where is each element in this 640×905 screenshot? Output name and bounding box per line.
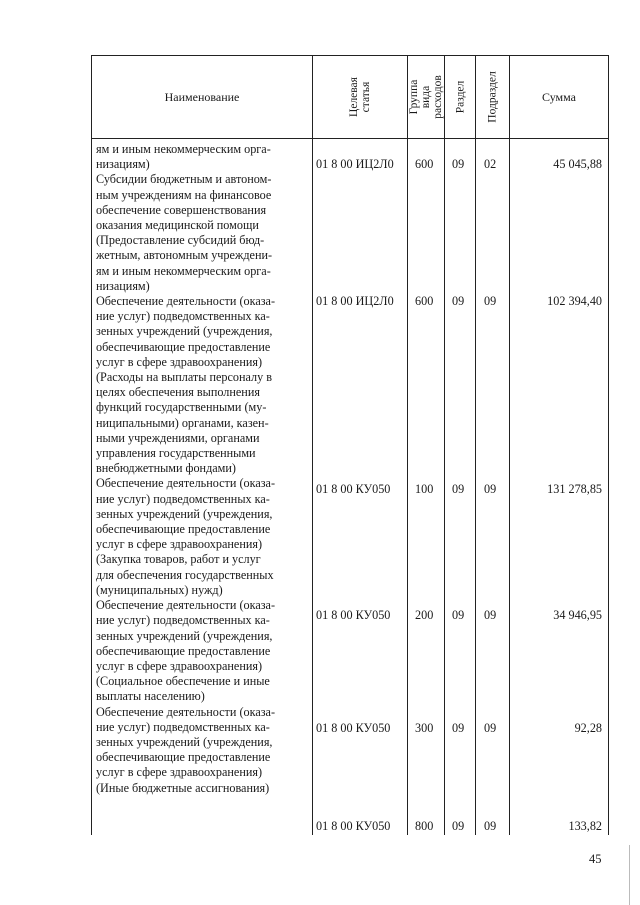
- name-line: ние услуг) подведомственных ка-: [96, 309, 270, 324]
- name-line: (Закупка товаров, работ и услуг: [96, 552, 261, 567]
- header-subsection-cell: [476, 56, 509, 138]
- header-target: Целевая статья: [348, 77, 372, 117]
- cell-group: 800: [415, 819, 434, 833]
- cell-subsection: 02: [484, 157, 497, 171]
- scan-edge-line: [629, 845, 630, 905]
- cell-group: 100: [415, 482, 434, 496]
- cell-sum: 102 394,40: [547, 294, 602, 308]
- name-line: внебюджетными фондами): [96, 461, 236, 476]
- name-line: (муниципальных) нужд): [96, 582, 223, 597]
- column-divider: [312, 55, 313, 835]
- cell-sum: 45 045,88: [553, 157, 602, 171]
- cell-sum: 34 946,95: [553, 608, 602, 622]
- header-section-cell: [445, 56, 475, 138]
- cell-subsection: 09: [484, 819, 497, 833]
- cell-section: 09: [452, 482, 465, 496]
- cell-subsection: 09: [484, 608, 497, 622]
- name-line: ям и иным некоммерческим орга-: [96, 142, 271, 156]
- name-line: Субсидии бюджетным и автоном-: [96, 172, 272, 187]
- cell-section: 09: [452, 819, 465, 833]
- header-section: Раздел: [454, 80, 466, 114]
- name-line: (Иные бюджетные ассигнования): [96, 780, 270, 795]
- name-line: услуг в сфере здравоохранения): [96, 537, 263, 552]
- name-line: целях обеспечения выполнения: [96, 385, 260, 400]
- cell-sum: 131 278,85: [547, 482, 602, 496]
- header-subsection: Подраздел: [486, 71, 499, 123]
- cell-target: 01 8 00 КУ050: [316, 482, 391, 496]
- header-group: Группа вида расходов: [408, 75, 444, 119]
- name-line: зенных учреждений (учреждения,: [96, 628, 273, 643]
- cell-group: 600: [415, 157, 434, 171]
- name-line: обеспечивающие предоставление: [96, 750, 271, 765]
- column-divider: [444, 55, 445, 835]
- cell-section: 09: [452, 721, 465, 735]
- cell-section: 09: [452, 294, 465, 308]
- name-line: зенных учреждений (учреждения,: [96, 324, 273, 339]
- column-divider: [475, 55, 476, 835]
- cell-section: 09: [452, 157, 465, 171]
- name-line: низациям): [96, 157, 150, 172]
- column-divider: [407, 55, 408, 835]
- name-line: Обеспечение деятельности (оказа-: [96, 598, 276, 613]
- column-divider: [91, 55, 92, 835]
- name-line: ние услуг) подведомственных ка-: [96, 719, 270, 734]
- cell-target: 01 8 00 ИЦ2Л0: [316, 157, 394, 171]
- name-line: (Социальное обеспечение и иные: [96, 674, 270, 689]
- cell-group: 200: [415, 608, 434, 622]
- name-line: зенных учреждений (учреждения,: [96, 506, 273, 521]
- header-bottom-border: [91, 138, 609, 139]
- name-line: управления государственными: [96, 446, 256, 461]
- cell-target: 01 8 00 КУ050: [316, 608, 391, 622]
- cell-group: 600: [415, 294, 434, 308]
- header-sum: Сумма: [542, 89, 576, 104]
- cell-target: 01 8 00 ИЦ2Л0: [316, 294, 394, 308]
- cell-subsection: 09: [484, 721, 497, 735]
- name-line: Обеспечение деятельности (оказа-: [96, 294, 276, 309]
- name-line: ными учреждениями, органами: [96, 430, 260, 445]
- cell-group: 300: [415, 721, 434, 735]
- name-line: функций государственными (му-: [96, 400, 267, 415]
- name-line: Обеспечение деятельности (оказа-: [96, 704, 276, 719]
- name-line: услуг в сфере здравоохранения): [96, 765, 263, 780]
- name-line: выплаты населению): [96, 689, 205, 704]
- cell-sum: 92,28: [574, 721, 602, 735]
- header-name: Наименование: [164, 89, 240, 104]
- name-line: (Расходы на выплаты персоналу в: [96, 370, 273, 385]
- page-number: 45: [589, 852, 602, 866]
- name-line: услуг в сфере здравоохранения): [96, 354, 263, 369]
- cell-target: 01 8 00 КУ050: [316, 819, 391, 833]
- cell-target: 01 8 00 КУ050: [316, 721, 391, 735]
- cell-subsection: 09: [484, 482, 497, 496]
- cell-section: 09: [452, 608, 465, 622]
- name-line: ям и иным некоммерческим орга-: [96, 263, 271, 278]
- name-line: Обеспечение деятельности (оказа-: [96, 476, 276, 491]
- name-line: жетным, автономным учреждени-: [96, 248, 273, 263]
- name-line: зенных учреждений (учреждения,: [96, 734, 273, 749]
- name-line: для обеспечения государственных: [96, 567, 274, 582]
- name-line: низациям): [96, 278, 150, 293]
- column-divider: [509, 55, 510, 835]
- name-line: ниципальными) органами, казен-: [96, 415, 269, 430]
- name-line: обеспечивающие предоставление: [96, 643, 271, 658]
- cell-sum: 133,82: [568, 819, 602, 833]
- header-group-cell: [408, 56, 444, 138]
- name-line: ние услуг) подведомственных ка-: [96, 491, 270, 506]
- name-line: оказания медицинской помощи: [96, 218, 259, 233]
- name-line: обеспечивающие предоставление: [96, 522, 271, 537]
- name-line: обеспечение совершенствования: [96, 202, 267, 217]
- name-line: ние услуг) подведомственных ка-: [96, 613, 270, 628]
- name-column: [96, 142, 306, 796]
- name-line: услуг в сфере здравоохранения): [96, 658, 263, 673]
- header-target-cell: [313, 56, 407, 138]
- name-line: (Предоставление субсидий бюд-: [96, 233, 265, 248]
- name-line: ным учреждениям на финансовое: [96, 187, 272, 202]
- name-line: обеспечивающие предоставление: [96, 339, 271, 354]
- column-divider: [608, 55, 609, 835]
- cell-subsection: 09: [484, 294, 497, 308]
